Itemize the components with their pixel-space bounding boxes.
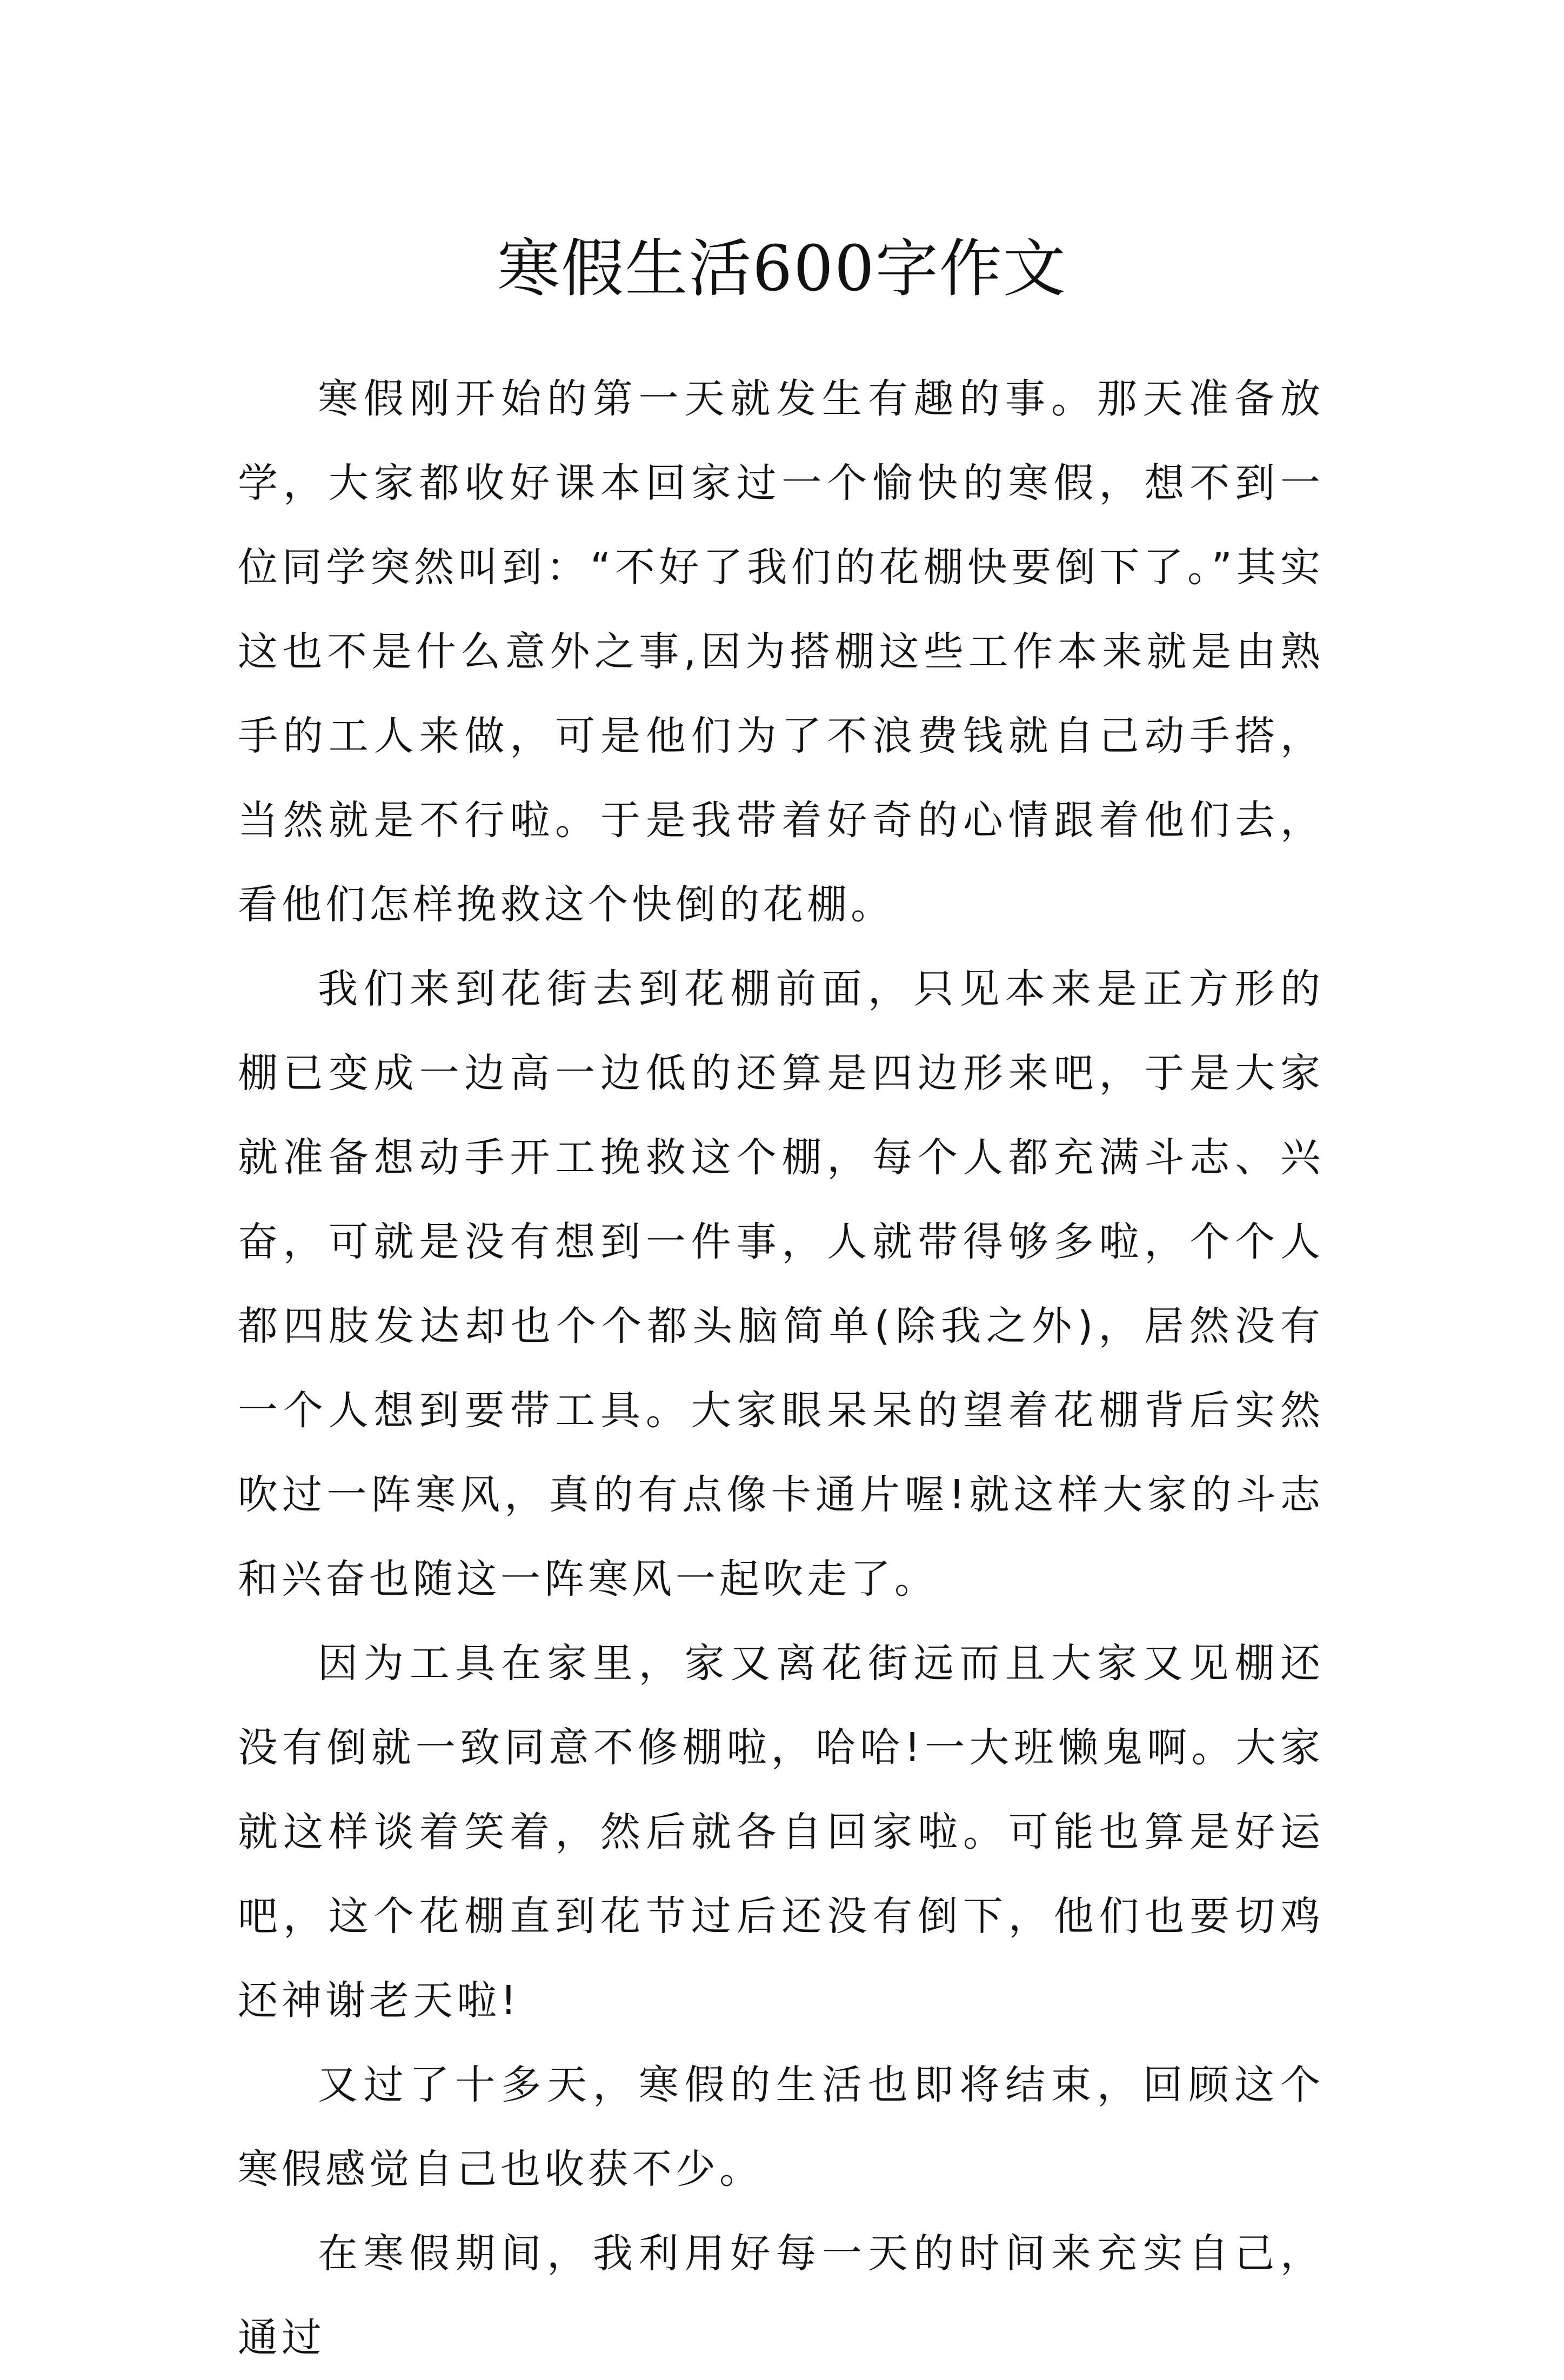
document-title: 寒假生活600字作文 — [497, 232, 1067, 305]
paragraph: 在寒假期间，我利用好每一天的时间来充实自己，通过 — [238, 2230, 1324, 2361]
paragraph: 又过了十多天，寒假的生活也即将结束，回顾这个寒假感觉自己也收获不少。 — [238, 2062, 1324, 2192]
paragraph: 寒假刚开始的第一天就发生有趣的事。那天准备放学，大家都收好课本回家过一个愉快的寒假，想不到一位同学突然叫到：“不好了我们的花棚快要倒下了。”其实这也不是什么意外之事,因为搭棚这些工作本来就是由熟手的工人来做，可是他们为了不浪费钱就自己动手搭，当然就是不行啦。于是我带着好奇的心情跟着他们去，看他们怎样挽救这个快倒的花棚。 — [238, 376, 1324, 928]
paragraph: 因为工具在家里，家又离花街远而且大家又见棚还没有倒就一致同意不修棚啦，哈哈!一大班懒鬼啊。大家就这样谈着笑着，然后就各自回家啦。可能也算是好运吧，这个花棚直到花节过后还没有倒下，他们也要切鸡还神谢老天啦! — [238, 1640, 1324, 2024]
paragraph: 我们来到花街去到花棚前面，只见本来是正方形的棚已变成一边高一边低的还算是四边形来吧，于是大家就准备想动手开工挽救这个棚，每个人都充满斗志、兴奋，可就是没有想到一件事，人就带得够多啦，个个人都四肢发达却也个个都头脑简单(除我之外)，居然没有一个人想到要带工具。大家眼呆呆的望着花棚背后实然吹过一阵寒风，真的有点像卡通片喔!就这样大家的斗志和兴奋也随这一阵寒风一起吹走了。 — [238, 966, 1324, 1602]
document-body — [238, 357, 1324, 2380]
